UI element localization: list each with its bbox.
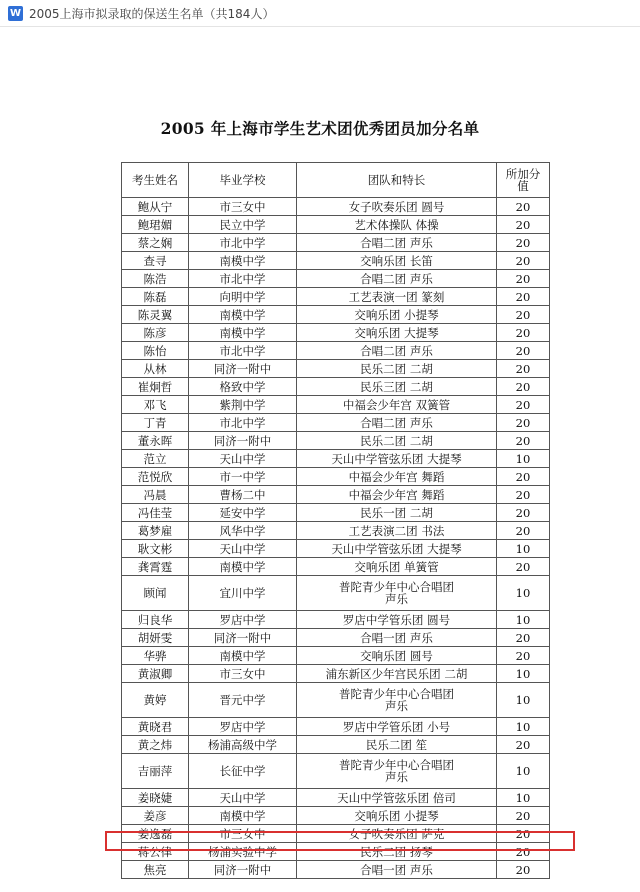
cell-school: 杨浦实验中学 xyxy=(189,843,297,861)
cell-name: 龚霄霆 xyxy=(122,558,189,576)
table-row xyxy=(122,216,550,234)
cell-name: 鲍从宁 xyxy=(122,198,189,216)
cell-team: 民乐二团 二胡 xyxy=(297,432,497,450)
cell-team: 天山中学管弦乐团 大提琴 xyxy=(297,450,497,468)
cell-bonus: 20 xyxy=(497,288,550,306)
table-row xyxy=(122,270,550,288)
cell-name: 黄婷 xyxy=(122,683,189,718)
cell-school: 市北中学 xyxy=(189,342,297,360)
cell-team: 交响乐团 单簧管 xyxy=(297,558,497,576)
table-row xyxy=(122,683,550,718)
cell-bonus: 10 xyxy=(497,576,550,611)
cell-bonus: 10 xyxy=(497,665,550,683)
cell-school: 罗店中学 xyxy=(189,718,297,736)
cell-bonus: 20 xyxy=(497,558,550,576)
cell-name: 顾闻 xyxy=(122,576,189,611)
cell-school: 长征中学 xyxy=(189,754,297,789)
cell-bonus: 10 xyxy=(497,789,550,807)
cell-name: 黄之炜 xyxy=(122,736,189,754)
cell-bonus: 20 xyxy=(497,861,550,879)
window-title: 2005上海市拟录取的保送生名单（共184人） xyxy=(29,6,275,21)
bonus-roster-table xyxy=(121,162,550,879)
cell-school: 风华中学 xyxy=(189,522,297,540)
cell-team: 中福会少年宫 双簧管 xyxy=(297,396,497,414)
cell-school: 同济一附中 xyxy=(189,432,297,450)
cell-bonus: 20 xyxy=(497,843,550,861)
cell-team: 合唱一团 声乐 xyxy=(297,861,497,879)
cell-team: 民乐一团 二胡 xyxy=(297,504,497,522)
cell-bonus: 20 xyxy=(497,378,550,396)
cell-team: 女子吹奏乐团 圆号 xyxy=(297,198,497,216)
cell-bonus: 20 xyxy=(497,486,550,504)
cell-name: 黄晓君 xyxy=(122,718,189,736)
cell-name: 丁青 xyxy=(122,414,189,432)
cell-bonus: 10 xyxy=(497,754,550,789)
table-row xyxy=(122,198,550,216)
cell-school: 天山中学 xyxy=(189,789,297,807)
cell-team: 中福会少年宫 舞蹈 xyxy=(297,486,497,504)
cell-name: 华骅 xyxy=(122,647,189,665)
table-row xyxy=(122,450,550,468)
cell-school: 市北中学 xyxy=(189,414,297,432)
table-row xyxy=(122,522,550,540)
cell-school: 南模中学 xyxy=(189,558,297,576)
table-row xyxy=(122,396,550,414)
table-row xyxy=(122,558,550,576)
cell-school: 南模中学 xyxy=(189,807,297,825)
cell-school: 天山中学 xyxy=(189,540,297,558)
table-row xyxy=(122,825,550,843)
cell-team: 艺术体操队 体操 xyxy=(297,216,497,234)
cell-name: 冯佳莹 xyxy=(122,504,189,522)
cell-name: 归良华 xyxy=(122,611,189,629)
cell-school: 市北中学 xyxy=(189,270,297,288)
cell-team: 交响乐团 小提琴 xyxy=(297,306,497,324)
cell-bonus: 20 xyxy=(497,324,550,342)
cell-team: 民乐三团 二胡 xyxy=(297,378,497,396)
cell-team: 合唱二团 声乐 xyxy=(297,234,497,252)
cell-name: 姜逸磊 xyxy=(122,825,189,843)
cell-team: 浦东新区少年宫民乐团 二胡 xyxy=(297,665,497,683)
cell-name: 蒋公律 xyxy=(122,843,189,861)
table-row xyxy=(122,665,550,683)
cell-team: 天山中学管弦乐团 倍司 xyxy=(297,789,497,807)
cell-bonus: 20 xyxy=(497,306,550,324)
cell-bonus: 20 xyxy=(497,342,550,360)
cell-school: 民立中学 xyxy=(189,216,297,234)
cell-team: 天山中学管弦乐团 大提琴 xyxy=(297,540,497,558)
table-row xyxy=(122,789,550,807)
cell-team: 女子吹奏乐团 萨克 xyxy=(297,825,497,843)
cell-name: 查寻 xyxy=(122,252,189,270)
cell-school: 市三女中 xyxy=(189,665,297,683)
cell-name: 崔炯哲 xyxy=(122,378,189,396)
cell-team: 工艺表演一团 篆刻 xyxy=(297,288,497,306)
table-row xyxy=(122,324,550,342)
cell-name: 耿文彬 xyxy=(122,540,189,558)
table-row xyxy=(122,288,550,306)
cell-bonus: 20 xyxy=(497,198,550,216)
table-row xyxy=(122,576,550,611)
cell-bonus: 20 xyxy=(497,807,550,825)
cell-bonus: 20 xyxy=(497,360,550,378)
cell-team: 民乐二团 笙 xyxy=(297,736,497,754)
cell-team: 民乐二团 扬琴 xyxy=(297,843,497,861)
table-row xyxy=(122,342,550,360)
table-row xyxy=(122,629,550,647)
cell-name: 陈灵翼 xyxy=(122,306,189,324)
cell-bonus: 20 xyxy=(497,468,550,486)
cell-name: 董永晖 xyxy=(122,432,189,450)
cell-school: 南模中学 xyxy=(189,647,297,665)
cell-bonus: 20 xyxy=(497,825,550,843)
header-bonus: 所加分 值 xyxy=(497,163,550,198)
table-header-row xyxy=(122,163,550,198)
cell-school: 紫荆中学 xyxy=(189,396,297,414)
document-title: 2005 年上海市学生艺术团优秀团员加分名单 xyxy=(160,119,480,138)
cell-bonus: 10 xyxy=(497,450,550,468)
table-row xyxy=(122,843,550,861)
cell-name: 冯晨 xyxy=(122,486,189,504)
cell-school: 同济一附中 xyxy=(189,861,297,879)
cell-school: 市三女中 xyxy=(189,198,297,216)
cell-team: 普陀青少年中心合唱团 声乐 xyxy=(297,576,497,611)
table-row xyxy=(122,611,550,629)
cell-name: 陈彦 xyxy=(122,324,189,342)
cell-school: 宜川中学 xyxy=(189,576,297,611)
cell-bonus: 20 xyxy=(497,270,550,288)
cell-bonus: 20 xyxy=(497,522,550,540)
table-row xyxy=(122,486,550,504)
table-row xyxy=(122,306,550,324)
cell-team: 罗店中学管乐团 圆号 xyxy=(297,611,497,629)
cell-name: 范立 xyxy=(122,450,189,468)
cell-school: 晋元中学 xyxy=(189,683,297,718)
cell-name: 吉丽萍 xyxy=(122,754,189,789)
cell-school: 市北中学 xyxy=(189,234,297,252)
cell-team: 合唱二团 声乐 xyxy=(297,414,497,432)
cell-name: 陈怡 xyxy=(122,342,189,360)
table-row xyxy=(122,718,550,736)
cell-school: 南模中学 xyxy=(189,306,297,324)
cell-bonus: 10 xyxy=(497,683,550,718)
cell-school: 杨浦高级中学 xyxy=(189,736,297,754)
cell-name: 范悦欣 xyxy=(122,468,189,486)
table-row xyxy=(122,736,550,754)
cell-name: 黄淑卿 xyxy=(122,665,189,683)
header-name: 考生姓名 xyxy=(122,163,189,198)
cell-school: 南模中学 xyxy=(189,252,297,270)
cell-bonus: 10 xyxy=(497,611,550,629)
cell-school: 市三女中 xyxy=(189,825,297,843)
cell-school: 同济一附中 xyxy=(189,629,297,647)
cell-bonus: 20 xyxy=(497,252,550,270)
cell-bonus: 20 xyxy=(497,234,550,252)
cell-bonus: 20 xyxy=(497,432,550,450)
cell-team: 罗店中学管乐团 小号 xyxy=(297,718,497,736)
cell-team: 交响乐团 长笛 xyxy=(297,252,497,270)
cell-team: 普陀青少年中心合唱团 声乐 xyxy=(297,683,497,718)
cell-school: 延安中学 xyxy=(189,504,297,522)
table-row xyxy=(122,807,550,825)
header-school: 毕业学校 xyxy=(189,163,297,198)
cell-name: 鲍珺媚 xyxy=(122,216,189,234)
cell-name: 姜彦 xyxy=(122,807,189,825)
document-app-icon: W xyxy=(9,7,22,19)
cell-team: 合唱一团 声乐 xyxy=(297,629,497,647)
table-body xyxy=(122,198,550,879)
cell-school: 南模中学 xyxy=(189,324,297,342)
cell-name: 陈磊 xyxy=(122,288,189,306)
cell-team: 交响乐团 小提琴 xyxy=(297,807,497,825)
table-row xyxy=(122,754,550,789)
cell-school: 同济一附中 xyxy=(189,360,297,378)
table-row xyxy=(122,252,550,270)
cell-team: 普陀青少年中心合唱团 声乐 xyxy=(297,754,497,789)
cell-team: 合唱二团 声乐 xyxy=(297,342,497,360)
table-row xyxy=(122,540,550,558)
cell-school: 市一中学 xyxy=(189,468,297,486)
cell-name: 陈浩 xyxy=(122,270,189,288)
cell-school: 天山中学 xyxy=(189,450,297,468)
cell-bonus: 20 xyxy=(497,629,550,647)
cell-bonus: 20 xyxy=(497,414,550,432)
cell-name: 葛梦雇 xyxy=(122,522,189,540)
cell-school: 向明中学 xyxy=(189,288,297,306)
cell-name: 邓飞 xyxy=(122,396,189,414)
cell-team: 交响乐团 圆号 xyxy=(297,647,497,665)
cell-bonus: 20 xyxy=(497,216,550,234)
table-row xyxy=(122,360,550,378)
cell-school: 曹杨二中 xyxy=(189,486,297,504)
cell-name: 胡妍雯 xyxy=(122,629,189,647)
cell-bonus: 20 xyxy=(497,504,550,522)
cell-team: 工艺表演二团 书法 xyxy=(297,522,497,540)
table-row xyxy=(122,468,550,486)
cell-bonus: 20 xyxy=(497,736,550,754)
cell-school: 罗店中学 xyxy=(189,611,297,629)
cell-bonus: 20 xyxy=(497,647,550,665)
table-row xyxy=(122,432,550,450)
cell-bonus: 10 xyxy=(497,718,550,736)
cell-team: 合唱二团 声乐 xyxy=(297,270,497,288)
cell-name: 姜晓婕 xyxy=(122,789,189,807)
cell-team: 交响乐团 大提琴 xyxy=(297,324,497,342)
header-team: 团队和特长 xyxy=(297,163,497,198)
table-row xyxy=(122,861,550,879)
cell-bonus: 10 xyxy=(497,540,550,558)
cell-name: 蔡之娴 xyxy=(122,234,189,252)
table-row xyxy=(122,414,550,432)
cell-bonus: 20 xyxy=(497,396,550,414)
cell-team: 民乐二团 二胡 xyxy=(297,360,497,378)
cell-team: 中福会少年宫 舞蹈 xyxy=(297,468,497,486)
table-row xyxy=(122,647,550,665)
cell-school: 格致中学 xyxy=(189,378,297,396)
cell-name: 焦亮 xyxy=(122,861,189,879)
table-row xyxy=(122,504,550,522)
window-title-bar xyxy=(0,0,640,27)
cell-name: 从林 xyxy=(122,360,189,378)
table-row xyxy=(122,234,550,252)
table-row xyxy=(122,378,550,396)
